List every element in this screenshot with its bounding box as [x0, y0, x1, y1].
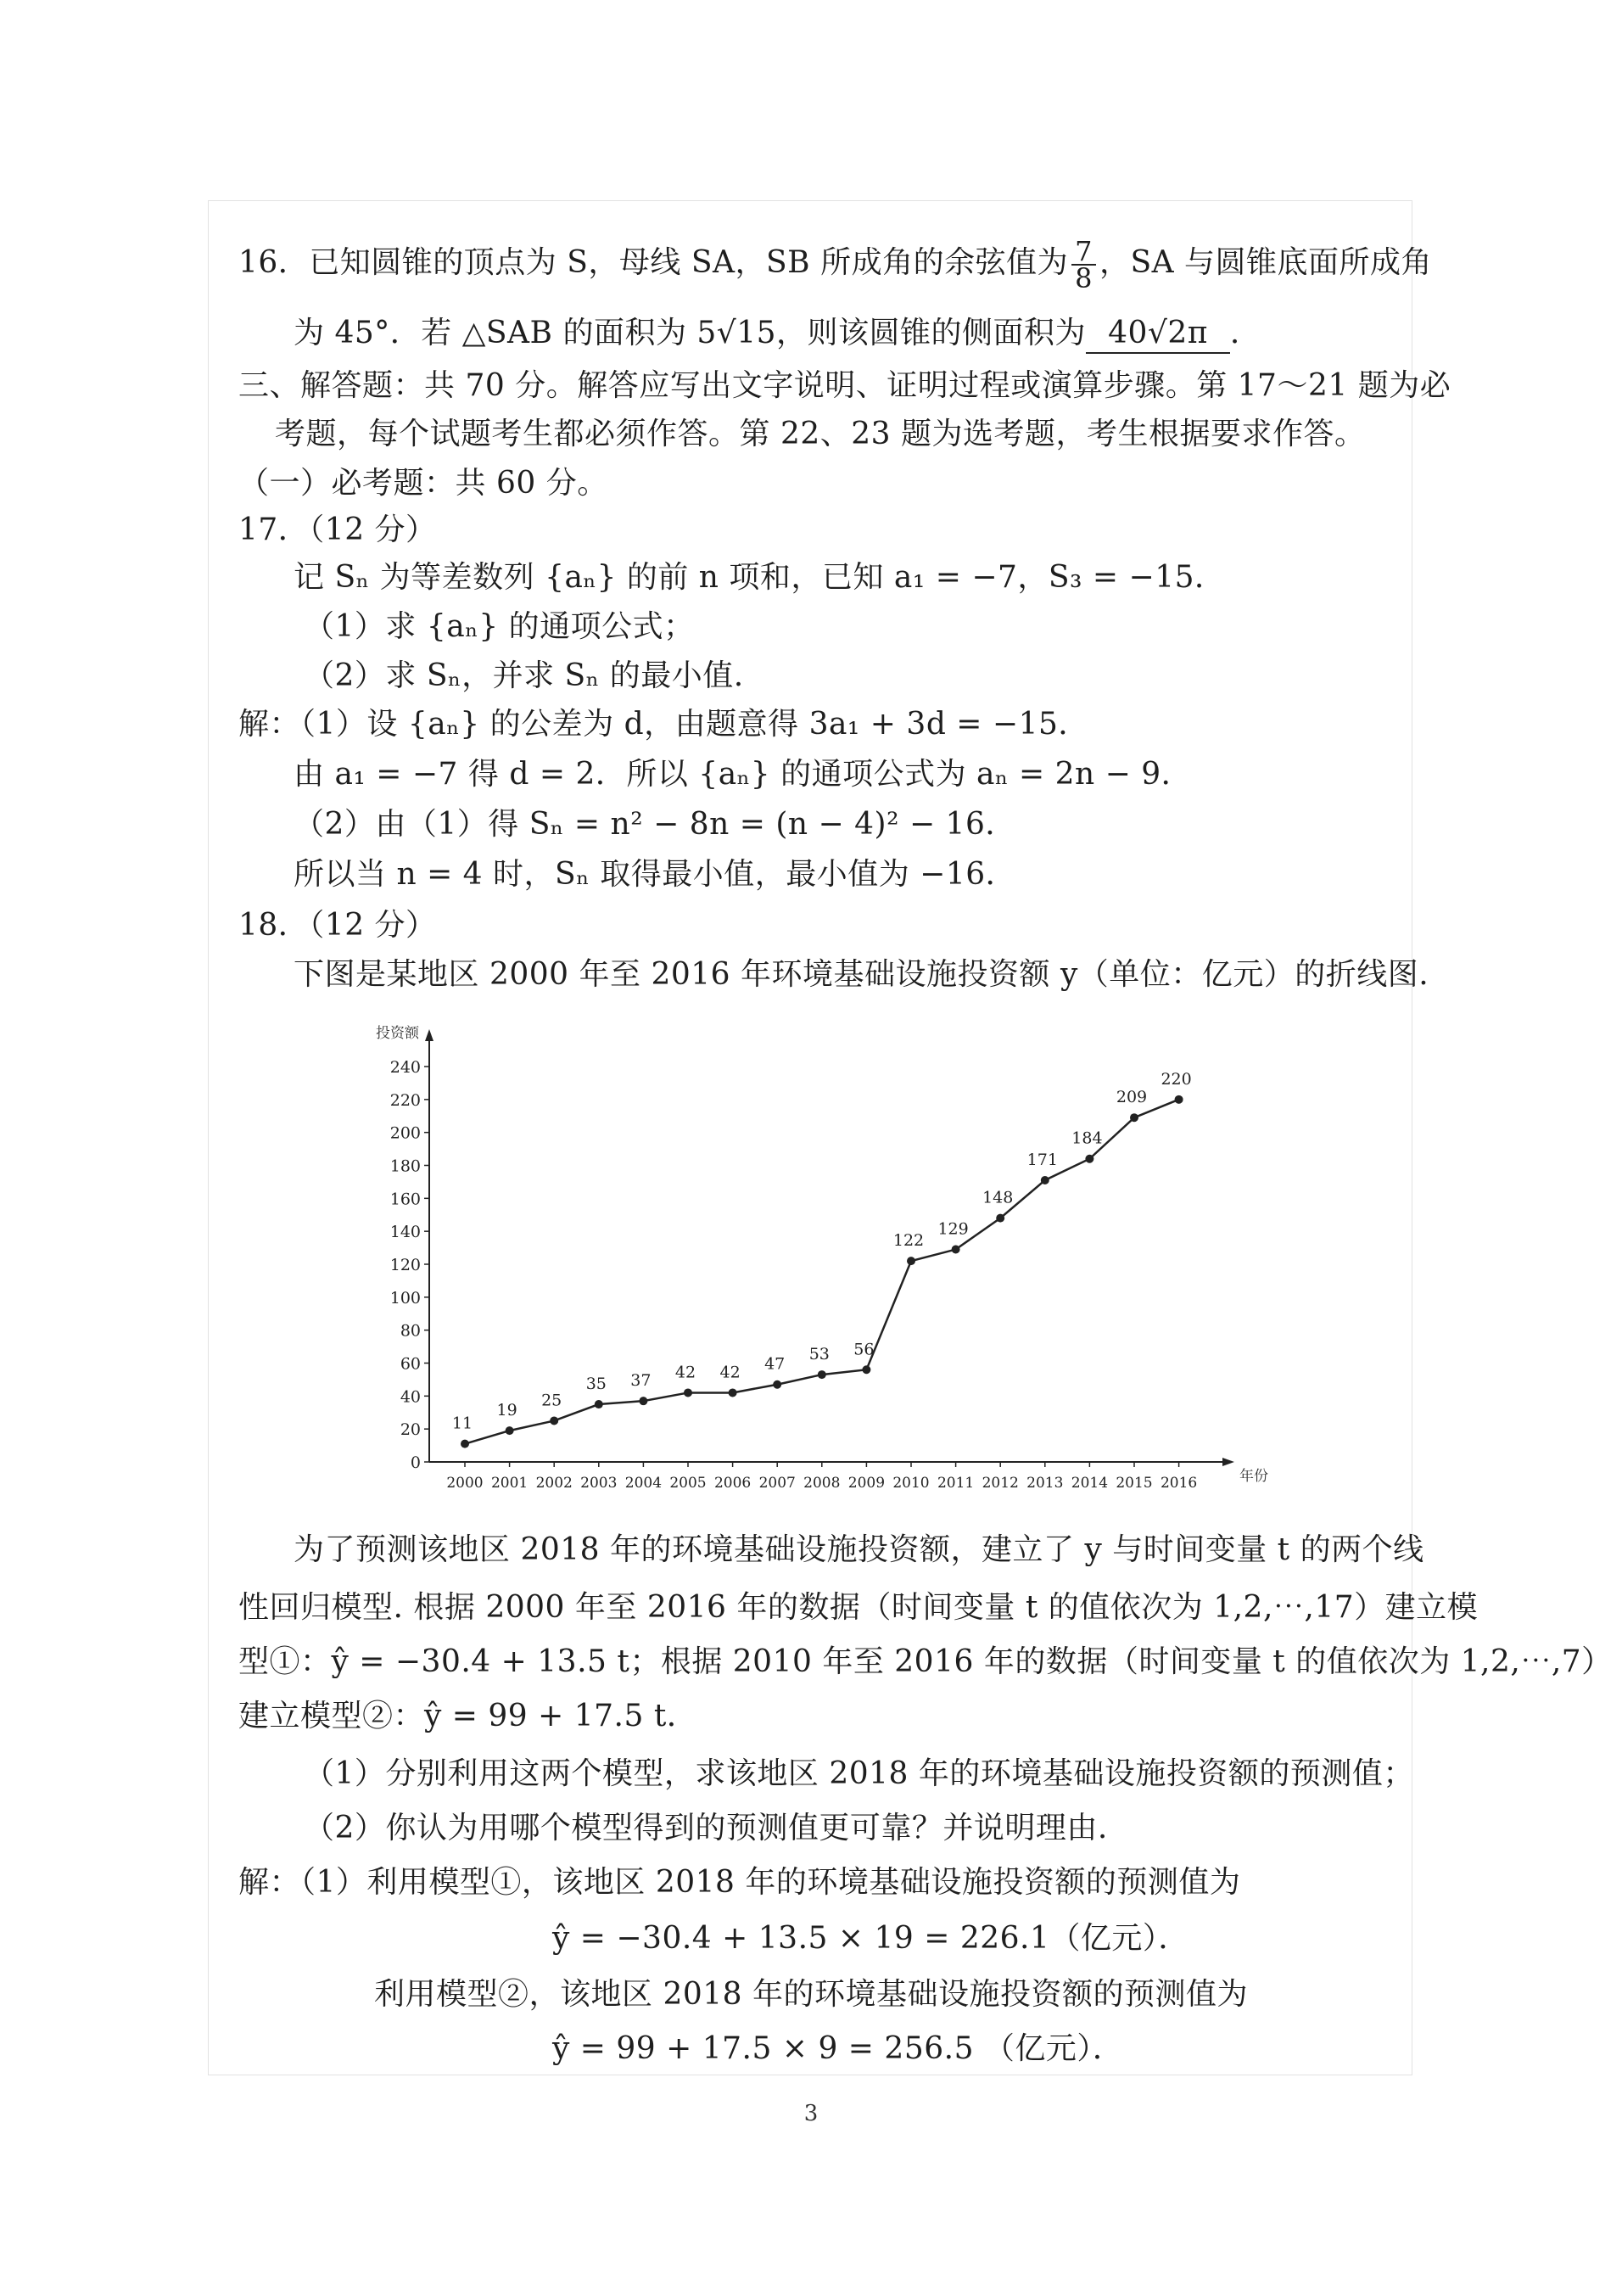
- q17-solution-line1: 解：（1）设 {aₙ} 的公差为 d，由题意得 3a₁ + 3d = −15．: [238, 707, 1089, 742]
- x-tick-label: 2011: [937, 1475, 975, 1492]
- y-axis-title: 投资额: [376, 1025, 419, 1042]
- x-tick-label: 2001: [490, 1475, 529, 1492]
- x-axis-title: 年份: [1239, 1468, 1268, 1485]
- y-tick-label: 120: [389, 1256, 421, 1274]
- x-tick-label: 2013: [1026, 1475, 1064, 1492]
- q18-intro: 下图是某地区 2000 年至 2016 年环境基础设施投资额 y（单位：亿元）的折线图.: [294, 957, 1429, 992]
- document-page: [208, 200, 1613, 2075]
- x-tick-label: 2005: [669, 1475, 707, 1492]
- data-label: 129: [937, 1219, 969, 1239]
- y-tick-label: 60: [400, 1354, 421, 1374]
- q18-part1: （1）分别利用这两个模型，求该地区 2018 年的环境基础设施投资额的预测值；: [304, 1756, 1414, 1791]
- data-point: [862, 1365, 870, 1374]
- data-label: 42: [719, 1363, 741, 1382]
- x-tick-label: 2016: [1160, 1475, 1198, 1492]
- investment-line-chart: [209, 201, 1413, 1525]
- q18-solution-formula1: ŷ = −30.4 + 13.5 × 19 = 226.1（亿元）．: [552, 1921, 1189, 1956]
- data-point: [729, 1388, 737, 1397]
- data-label: 209: [1116, 1088, 1148, 1107]
- data-label: 122: [892, 1231, 925, 1251]
- data-label: 35: [585, 1375, 607, 1394]
- q17-solution-line3: （2）由（1）得 Sₙ = n² − 8n = (n − 4)² − 16．: [294, 807, 1016, 842]
- y-tick-label: 240: [389, 1058, 421, 1077]
- x-tick-label: 2000: [446, 1475, 484, 1492]
- y-tick-label: 20: [400, 1420, 421, 1440]
- data-label: 37: [630, 1371, 652, 1391]
- y-tick-label: 80: [400, 1321, 421, 1341]
- data-point: [595, 1400, 603, 1408]
- q18-header: 18．（12 分）: [238, 908, 437, 943]
- y-tick-label: 220: [389, 1090, 421, 1110]
- y-tick-label: 140: [389, 1223, 421, 1242]
- x-tick-label: 2014: [1071, 1475, 1109, 1492]
- data-point: [1130, 1113, 1138, 1122]
- x-tick-label: 2012: [982, 1475, 1019, 1492]
- x-tick-label: 2008: [803, 1475, 841, 1492]
- x-tick-label: 2003: [580, 1475, 618, 1492]
- x-tick-label: 2004: [624, 1475, 663, 1492]
- data-point: [907, 1257, 915, 1265]
- data-point: [818, 1370, 826, 1379]
- q17-part2: （2）求 Sₙ，并求 Sₙ 的最小值.: [304, 658, 744, 693]
- data-label: 11: [451, 1414, 473, 1433]
- data-label: 53: [808, 1345, 830, 1364]
- data-label: 25: [541, 1391, 562, 1410]
- q18-solution-formula2: ŷ = 99 + 17.5 × 9 = 256.5 （亿元）．: [552, 2031, 1124, 2066]
- q17-header: 17．（12 分）: [238, 512, 437, 547]
- q18-solution-line1: 解：（1）利用模型①，该地区 2018 年的环境基础设施投资额的预测值为: [238, 1865, 1241, 1900]
- x-tick-label: 2007: [758, 1475, 796, 1492]
- series-line: [465, 1100, 1179, 1444]
- data-label: 56: [853, 1340, 875, 1359]
- data-point: [550, 1416, 558, 1425]
- q17-solution-line2: 由 a₁ = −7 得 d = 2．所以 {aₙ} 的通项公式为 aₙ = 2n − 9．: [294, 757, 1193, 792]
- y-tick-label: 180: [389, 1156, 421, 1176]
- section3-instructions-line1: 三、解答题：共 70 分。解答应写出文字说明、证明过程或演算步骤。第 17～21 题为必: [238, 368, 1451, 403]
- data-point: [461, 1440, 469, 1448]
- data-point: [1041, 1176, 1049, 1184]
- data-label: 184: [1071, 1128, 1103, 1148]
- data-point: [773, 1380, 781, 1389]
- page-number: 3: [803, 2101, 819, 2126]
- q17-stem: 记 Sₙ 为等差数列 {aₙ} 的前 n 项和，已知 a₁ = −7，S₃ = −15．: [294, 560, 1226, 595]
- section3-required-heading: （一）必考题：共 60 分。: [238, 466, 608, 501]
- data-label: 148: [982, 1188, 1014, 1207]
- data-point: [952, 1246, 960, 1254]
- q18-paragraph-line2: 性回归模型. 根据 2000 年至 2016 年的数据（时间变量 t 的值依次为 1,2,⋯,17）建立模: [238, 1590, 1479, 1625]
- x-tick-label: 2010: [892, 1475, 930, 1492]
- q16-text-b: ，SA 与圆锥底面所成角: [1099, 245, 1433, 280]
- q16-text-a: 16．已知圆锥的顶点为 S，母线 SA，SB 所成角的余弦值为: [238, 245, 1069, 280]
- q18-paragraph-line1: 为了预测该地区 2018 年的环境基础设施投资额，建立了 y 与时间变量 t 的两个线: [294, 1532, 1424, 1567]
- data-point: [996, 1214, 1004, 1223]
- y-tick-label: 200: [389, 1123, 421, 1143]
- y-tick-label: 160: [389, 1190, 421, 1209]
- q16-text-c: 为 45°．若 △SAB 的面积为 5√15，则该圆锥的侧面积为: [294, 316, 1087, 350]
- y-axis-arrow: [425, 1029, 433, 1041]
- data-point: [639, 1397, 647, 1405]
- y-tick-label: 40: [400, 1387, 421, 1407]
- data-label: 47: [764, 1354, 786, 1374]
- q17-part1: （1）求 {aₙ} 的通项公式；: [304, 609, 695, 644]
- q18-paragraph-line3: 型①：ŷ = −30.4 + 13.5 t；根据 2010 年至 2016 年的数据（时间变量 t 的值依次为 1,2,⋯,7）: [238, 1644, 1613, 1679]
- data-point: [684, 1388, 692, 1397]
- q17-solution-line4: 所以当 n = 4 时，Sₙ 取得最小值，最小值为 −16．: [294, 857, 1017, 892]
- x-tick-label: 2006: [713, 1475, 752, 1492]
- y-tick-label: 100: [389, 1288, 421, 1308]
- data-label: 42: [674, 1363, 696, 1382]
- data-point: [1175, 1095, 1183, 1104]
- q16-text-d: ．: [1230, 316, 1261, 350]
- q18-part2: （2）你认为用哪个模型得到的预测值更可靠？并说明理由.: [304, 1811, 1108, 1845]
- data-label: 19: [496, 1401, 517, 1420]
- q18-solution-line3: 利用模型②，该地区 2018 年的环境基础设施投资额的预测值为: [374, 1977, 1249, 2012]
- x-axis-arrow: [1222, 1458, 1234, 1466]
- data-point: [1085, 1155, 1093, 1163]
- q18-paragraph-line4: 建立模型②：ŷ = 99 + 17.5 t．: [238, 1699, 698, 1733]
- data-point: [506, 1426, 514, 1435]
- y-tick-label: 0: [410, 1453, 421, 1472]
- x-tick-label: 2015: [1116, 1475, 1153, 1492]
- fraction-numerator: 7: [1071, 238, 1096, 266]
- q16-answer-blank: 40√2π: [1086, 315, 1230, 354]
- x-tick-label: 2009: [847, 1475, 886, 1492]
- section3-instructions-line2: 考题，每个试题考生都必须作答。第 22、23 题为选考题，考生根据要求作答。: [275, 417, 1366, 451]
- data-label: 171: [1026, 1150, 1058, 1169]
- data-label: 220: [1161, 1069, 1192, 1089]
- x-tick-label: 2002: [535, 1475, 573, 1492]
- fraction-denominator: 8: [1075, 262, 1093, 294]
